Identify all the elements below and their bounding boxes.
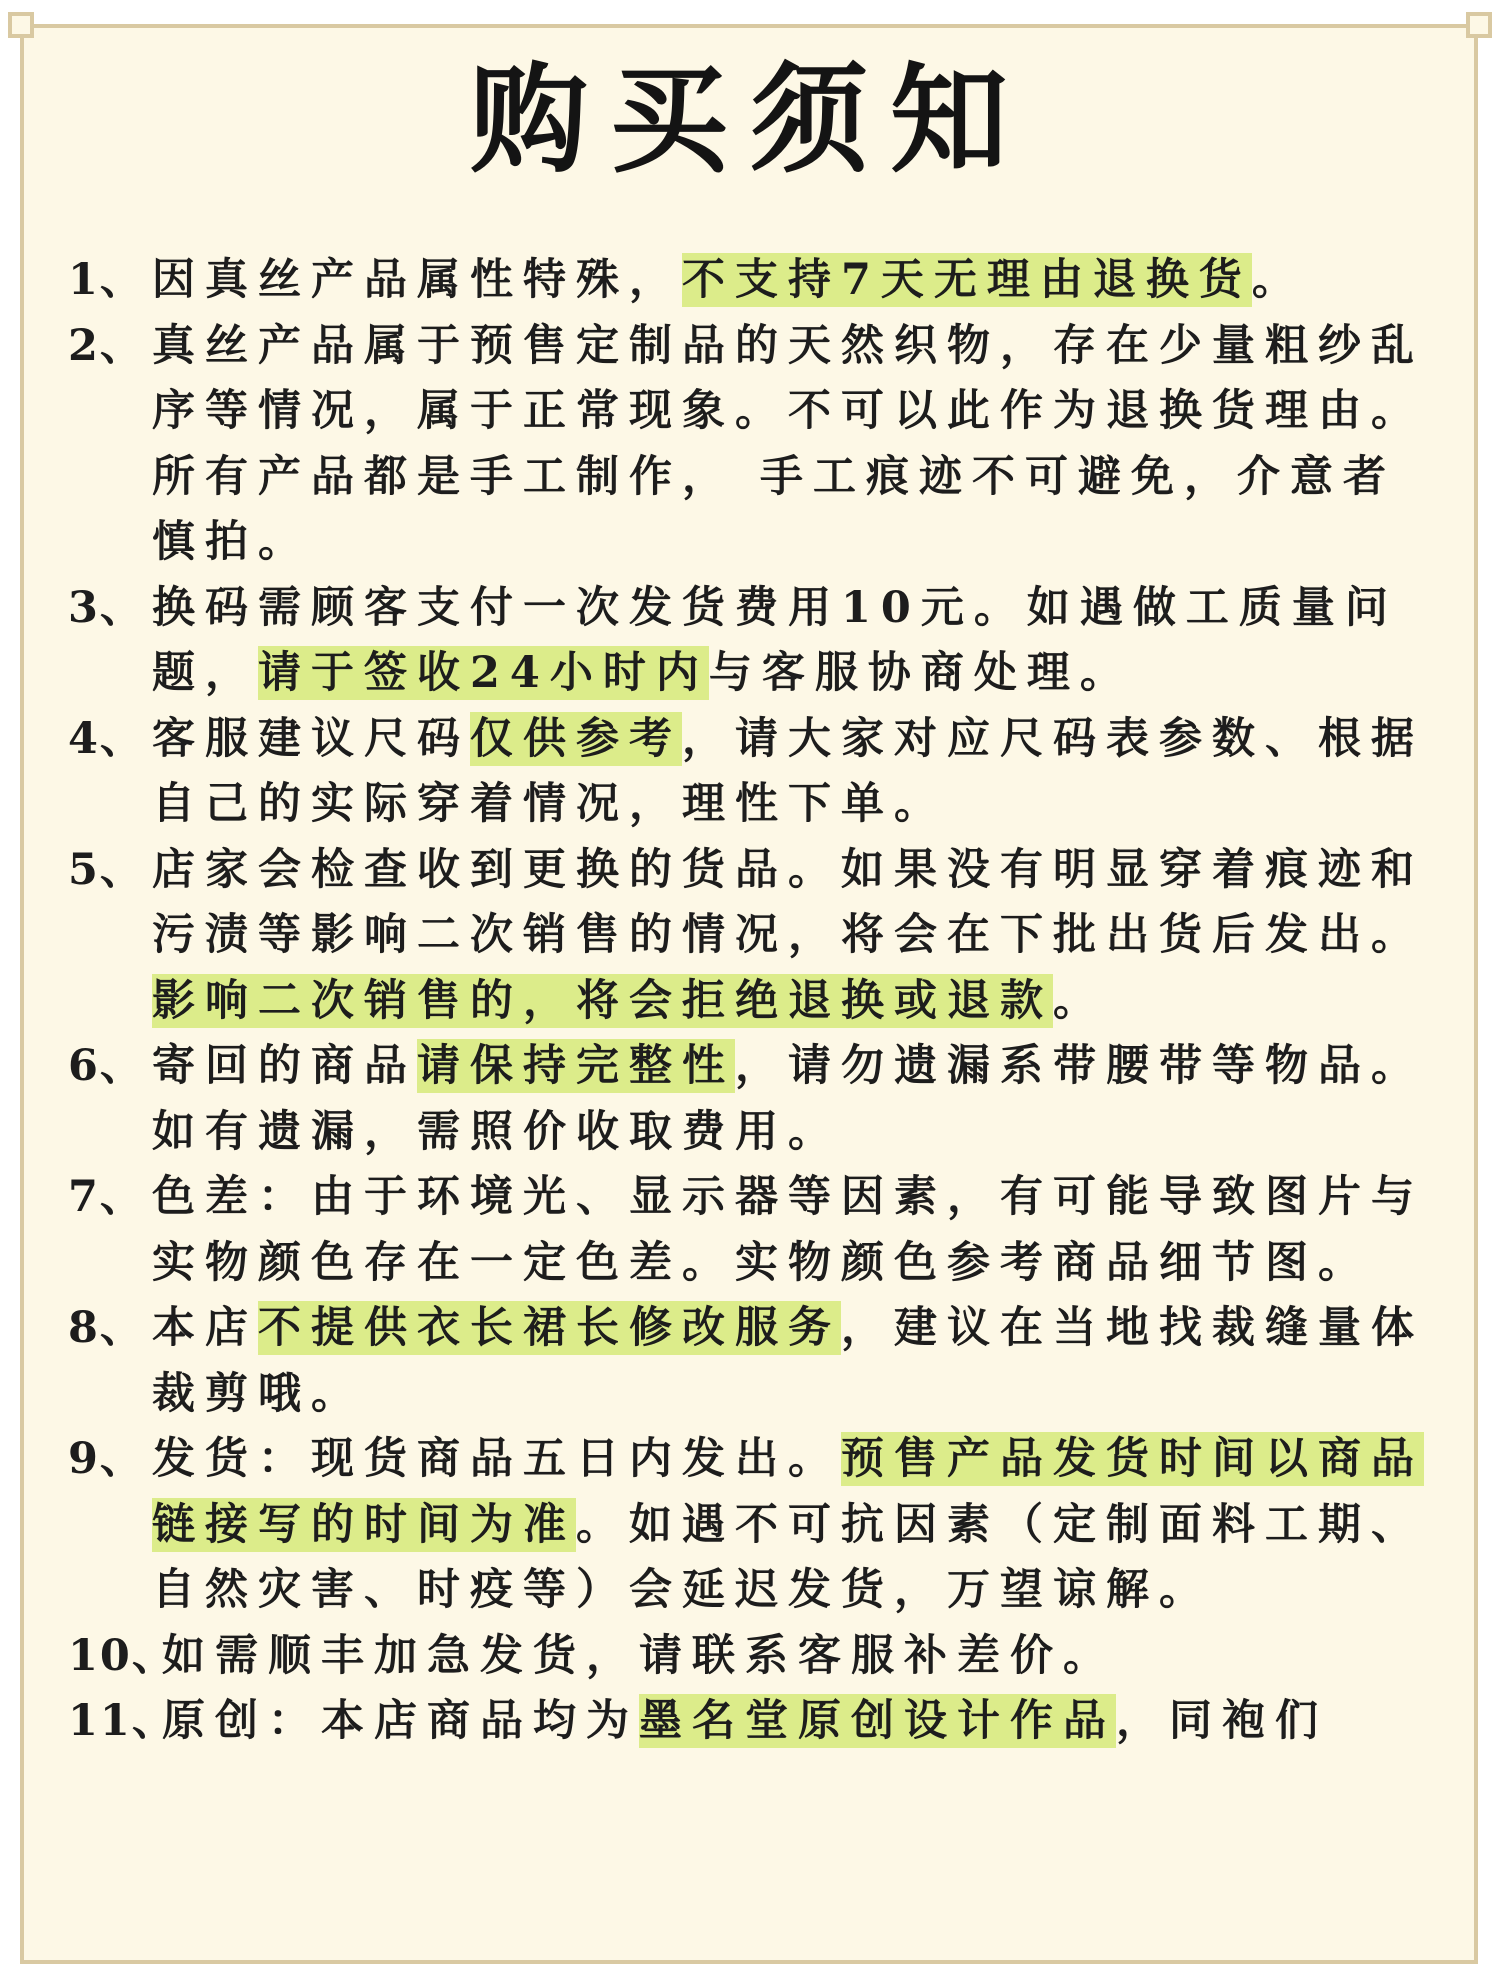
rule-number: 3、	[68, 582, 145, 633]
rule-number: 1、	[68, 255, 145, 305]
rule-number: 6、	[68, 1041, 145, 1091]
rule-item	[0, 1427, 1500, 1624]
page-title: 购买须知	[469, 50, 1030, 189]
rule-number: 10、	[68, 1630, 177, 1681]
rule-text: 。	[1053, 975, 1106, 1026]
rule-text: 发货：现货商品五日内发出。	[152, 1434, 841, 1484]
rule-text: 换码需顾客支付一次发货费用10元。如遇做工质量问题，	[152, 582, 1398, 698]
rules-list	[0, 248, 1500, 1755]
rule-text: 色差：由于环境光、显示器等因素，有可能导致图片与实物颜色存在一定色差。实物颜色参考商品细节图。	[152, 1172, 1424, 1288]
rule-text: 店家会检查收到更换的货品。如果没有明显穿着痕迹和污渍等影响二次销售的情况，将会在下批出货后发出。	[152, 844, 1424, 960]
corner-ornament-left	[8, 12, 34, 38]
rule-number: 9、	[68, 1434, 145, 1484]
rule-text: ，请大家对应尺码表参数、根据自己的实际穿着情况，理性下单。	[152, 713, 1424, 829]
rule-item	[0, 1034, 1500, 1165]
rule-number: 8、	[68, 1303, 145, 1353]
rule-text: 如需顺丰加急发货，请联系客服补差价。	[162, 1630, 1116, 1681]
rule-text: 。如遇不可抗因素（定制面料工期、自然灾害、时疫等）会延迟发货，万望谅解。	[152, 1499, 1424, 1615]
highlighted-text: 不提供衣长裙长修改服务	[258, 1303, 841, 1353]
rule-number: 11、	[68, 1696, 177, 1746]
highlighted-text: 仅供参考	[470, 713, 682, 764]
highlighted-text: 预售产品发货时间以商品链接写的时间为准	[152, 1434, 1424, 1550]
highlighted-text: 影响二次销售的，将会拒绝退换或退款	[152, 975, 1053, 1026]
rule-text: 原创：本店商品均为	[162, 1696, 639, 1746]
rule-text: ，建议在当地找裁缝量体裁剪哦。	[152, 1303, 1424, 1419]
rule-item	[0, 1296, 1500, 1427]
highlighted-text: 请保持完整性	[417, 1041, 735, 1091]
rule-number: 5、	[68, 844, 145, 895]
rule-item	[0, 1689, 1500, 1755]
rule-item	[0, 576, 1500, 707]
rule-text: 客服建议尺码	[152, 713, 470, 764]
rule-text: 寄回的商品	[152, 1041, 417, 1091]
rule-text: 与客服协商处理。	[708, 648, 1133, 698]
rule-item	[0, 1165, 1500, 1296]
rule-number: 7、	[68, 1172, 145, 1222]
rule-item	[0, 838, 1500, 1035]
highlighted-text: 墨名堂原创设计作品	[639, 1696, 1116, 1746]
rule-number: 4、	[68, 713, 145, 764]
rule-text: 因真丝产品属性特殊，	[152, 255, 682, 305]
rule-text: 真丝产品属于预售定制品的天然织物，存在少量粗纱乱序等情况，属于正常现象。不可以此作为退换货理由。所有产品都是手工制作， 手工痕迹不可避免，介意者慎拍。	[152, 320, 1424, 567]
rule-text: 。	[1251, 255, 1305, 305]
rule-item	[0, 314, 1500, 576]
rule-text: ，请勿遗漏系带腰带等物品。如有遗漏，需照价收取费用。	[152, 1041, 1424, 1157]
highlighted-text: 请于签收24小时内	[258, 648, 709, 698]
rule-text: ，同袍们	[1116, 1696, 1328, 1746]
rule-item	[0, 1624, 1500, 1690]
rule-item	[0, 248, 1500, 314]
corner-ornament-right	[1466, 12, 1492, 38]
highlighted-text: 不支持7天无理由退换货	[682, 255, 1252, 305]
rule-number: 2、	[68, 320, 145, 371]
rule-text: 本店	[152, 1303, 258, 1353]
rule-item	[0, 707, 1500, 838]
